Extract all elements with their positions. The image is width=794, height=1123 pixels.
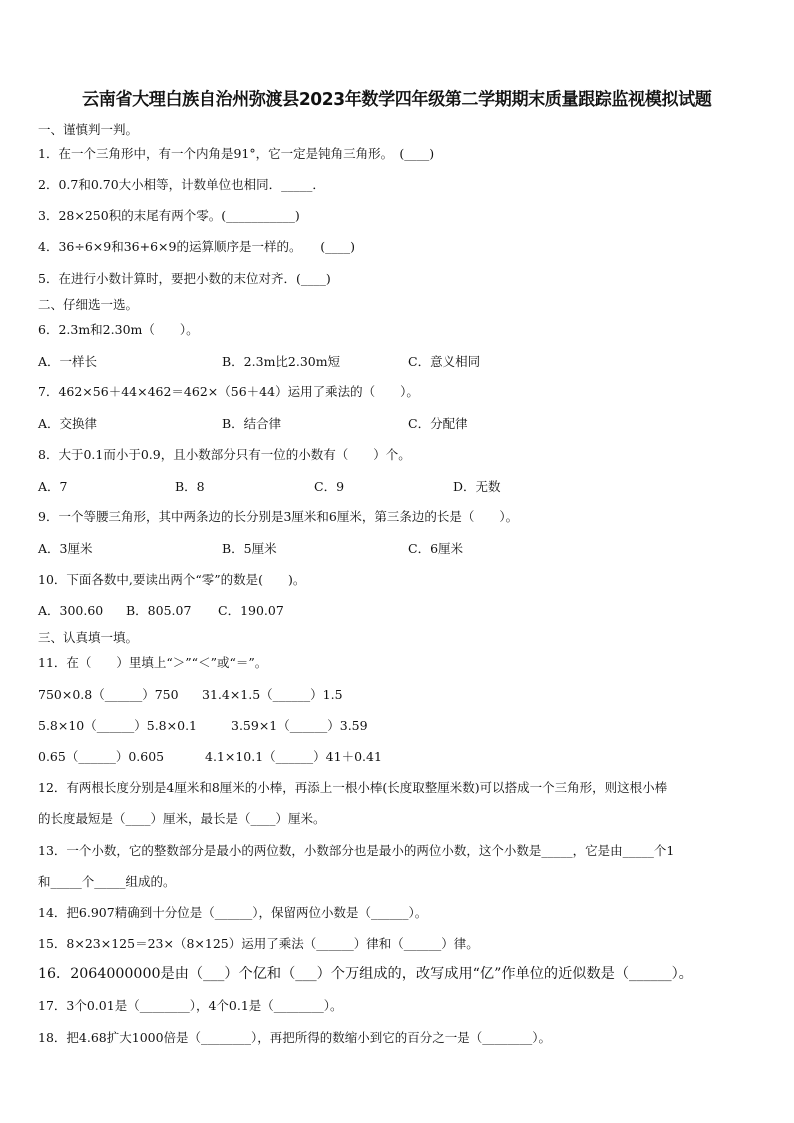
question-15: 15．8×23×125＝23×（8×125）运用了乘法（______）律和（______）律。 <box>38 936 479 951</box>
q10-option-a: A．300.60 <box>38 603 104 618</box>
question-3: 3．28×250积的末尾有两个零。(___________) <box>38 208 300 223</box>
q11-item-5: 0.65（______）0.605 <box>38 749 165 764</box>
question-9: 9．一个等腰三角形，其中两条边的长分别是3厘米和6厘米，第三条边的长是（ ）。 <box>38 509 519 524</box>
question-8: 8．大于0.1而小于0.9，且小数部分只有一位的小数有（ ）个。 <box>38 447 411 462</box>
question-1: 1．在一个三角形中，有一个内角是91°，它一定是钝角三角形。 (____) <box>38 146 435 161</box>
question-14: 14．把6.907精确到十分位是（______），保留两位小数是（______）。 <box>38 905 428 920</box>
section-heading-judge: 一、谨慎判一判。 <box>38 122 139 137</box>
q9-option-a: A．3厘米 <box>38 541 93 556</box>
q10-option-b: B．805.07 <box>126 603 192 618</box>
q7-option-a: A．交换律 <box>38 416 98 431</box>
q8-option-d: D．无数 <box>453 479 501 494</box>
q6-option-b: B．2.3m比2.30m短 <box>222 354 341 369</box>
question-16: 16．2064000000是由（___）个亿和（___）个万组成的，改写成用“亿”作单位的近似数是（______）。 <box>38 966 693 982</box>
question-13-line-2: 和_____个_____组成的。 <box>38 874 176 889</box>
q7-option-c: C．分配律 <box>408 416 468 431</box>
question-4: 4．36÷6×9和36+6×9的运算顺序是一样的。 (____) <box>38 239 355 254</box>
question-17: 17．3个0.01是（________），4个0.1是（________）。 <box>38 998 343 1013</box>
q11-item-1: 750×0.8（______）750 <box>38 687 179 702</box>
question-5: 5．在进行小数计算时，要把小数的末位对齐．(____) <box>38 271 331 286</box>
question-12-line-1: 12．有两根长度分别是4厘米和8厘米的小棒，再添上一根小棒(长度取整厘米数)可以搭成一个三角形，则这根小棒 <box>38 780 668 795</box>
question-18: 18．把4.68扩大1000倍是（________），再把所得的数缩小到它的百分之一是（________）。 <box>38 1030 552 1045</box>
q8-option-a: A．7 <box>38 479 68 494</box>
q11-item-3: 5.8×10（______）5.8×0.1 <box>38 718 197 733</box>
question-6: 6．2.3m和2.30m（ ）。 <box>38 322 199 337</box>
q11-item-6: 4.1×10.1（______）41＋0.41 <box>205 749 382 764</box>
q11-item-4: 3.59×1（______）3.59 <box>231 718 368 733</box>
q9-option-b: B．5厘米 <box>222 541 277 556</box>
question-10: 10．下面各数中,要读出两个“零”的数是( )。 <box>38 572 306 587</box>
question-2: 2．0.7和0.70大小相等，计数单位也相同．_____． <box>38 177 325 192</box>
question-12-line-2: 的长度最短是（____）厘米，最长是（____）厘米。 <box>38 811 326 826</box>
q6-option-c: C．意义相同 <box>408 354 481 369</box>
q10-option-c: C．190.07 <box>218 603 284 618</box>
page-title: 云南省大理白族自治州弥渡县2023年数学四年级第二学期期末质量跟踪监视模拟试题 <box>82 90 712 110</box>
q6-option-a: A．一样长 <box>38 354 98 369</box>
q8-option-b: B．8 <box>175 479 205 494</box>
section-heading-choose: 二、仔细选一选。 <box>38 297 139 312</box>
q11-item-2: 31.4×1.5（______）1.5 <box>202 687 343 702</box>
question-13-line-1: 13．一个小数，它的整数部分是最小的两位数，小数部分也是最小的两位小数，这个小数是_____，它是由_____个1 <box>38 843 675 858</box>
section-heading-fill: 三、认真填一填。 <box>38 630 139 645</box>
q8-option-c: C．9 <box>314 479 345 494</box>
q9-option-c: C．6厘米 <box>408 541 464 556</box>
q7-option-b: B．结合律 <box>222 416 282 431</box>
question-7: 7．462×56＋44×462＝462×（56＋44）运用了乘法的（ ）。 <box>38 384 419 399</box>
question-11: 11．在（ ）里填上“＞”“＜”或“＝”。 <box>38 655 268 670</box>
